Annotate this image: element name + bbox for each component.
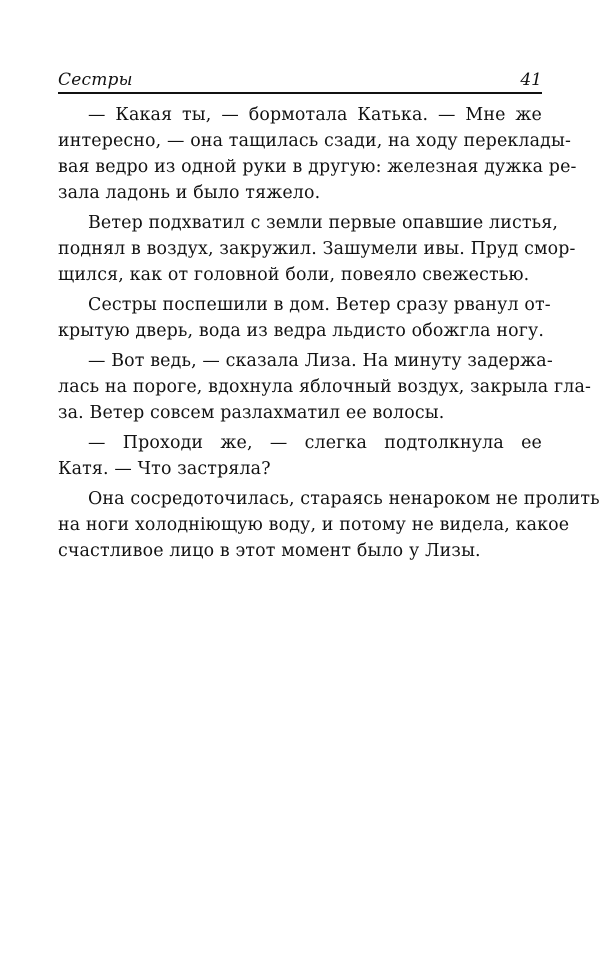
text-line: зала ладонь и было тяжело. <box>58 183 321 203</box>
page-number: 41 <box>520 70 542 90</box>
text-line: Сестры поспешили в дом. Ветер сразу рванул от- <box>88 295 551 315</box>
text-line: Ветер подхватил с земли первые опавшие листья, <box>88 213 559 233</box>
text-line: на ноги холодніющую воду, и потому не видела, какое <box>58 515 570 535</box>
header-rule <box>58 92 542 94</box>
paragraph <box>58 348 592 426</box>
text-line: интересно, — она тащилась сзади, на ходу переклады- <box>58 131 571 151</box>
text-line: щился, как от головной боли, повеяло свежестью. <box>58 265 530 285</box>
text-line: — Проходи же, — слегка подтолкнула ее <box>88 433 542 453</box>
text-line: поднял в воздух, закружил. Зашумели ивы. Пруд смор- <box>58 239 576 259</box>
paragraph <box>58 430 542 482</box>
text-line: Она сосредоточилась, стараясь ненароком не пролить <box>88 489 600 509</box>
running-head <box>58 68 542 94</box>
text-line: крытую дверь, вода из ведра льдисто обожгла ногу. <box>58 321 545 341</box>
paragraph <box>58 486 600 564</box>
running-title: Сестры <box>58 70 133 90</box>
text-line: — Вот ведь, — сказала Лиза. На минуту задержа- <box>88 351 553 371</box>
paragraph <box>58 102 577 206</box>
text-line: счастливое лицо в этот момент было у Лизы. <box>58 541 481 561</box>
text-line: за. Ветер совсем разлахматил ее волосы. <box>58 403 445 423</box>
paragraph <box>58 292 551 344</box>
text-line: — Какая ты, — бормотала Катька. — Мне же <box>88 105 542 125</box>
text-line: лась на пороге, вдохнула яблочный воздух, закрыла гла- <box>58 377 592 397</box>
text-line: вая ведро из одной руки в другую: железная дужка ре- <box>58 157 577 177</box>
text-line: Катя. — Что застряла? <box>58 459 271 479</box>
body-text <box>58 102 600 568</box>
paragraph <box>58 210 576 288</box>
